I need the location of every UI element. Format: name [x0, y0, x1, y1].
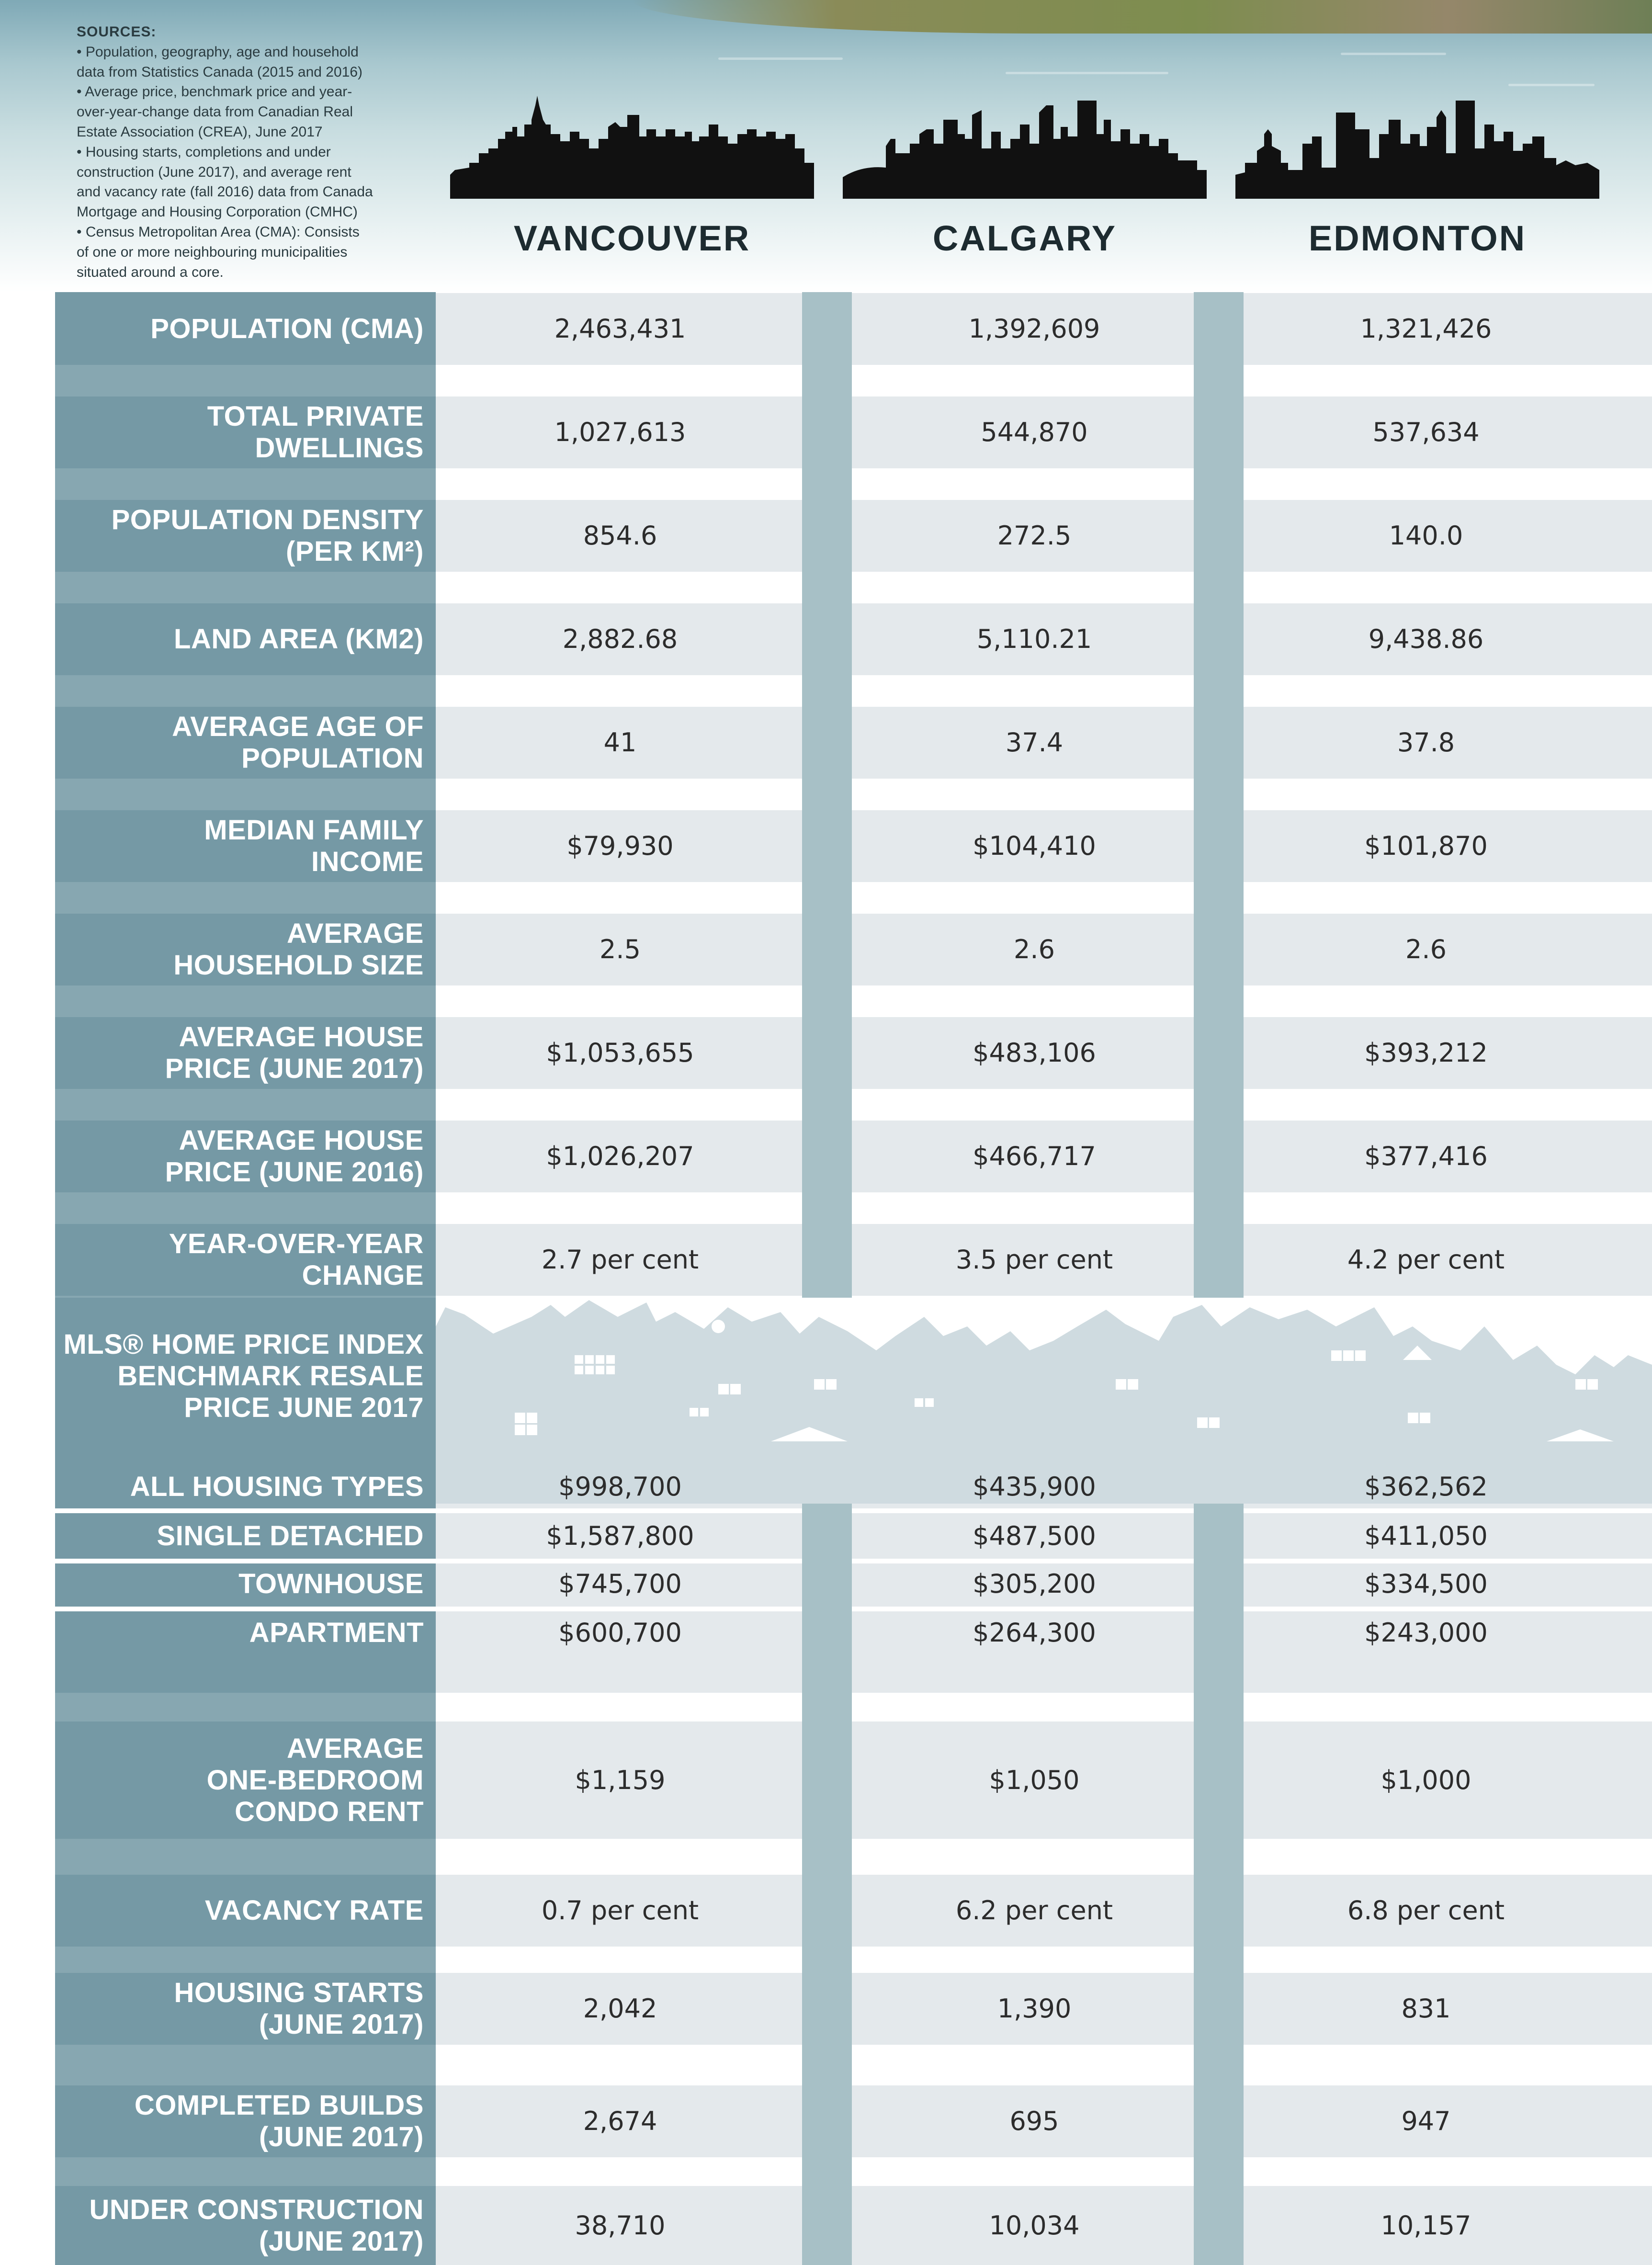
value-cell-vancouver: 854.6 [583, 521, 657, 551]
city-header-calgary: CALGARY [932, 218, 1117, 258]
value-cell-edmonton: 9,438.86 [1368, 624, 1484, 654]
row-label-line: INCOME [311, 846, 424, 877]
row-label: ALL HOUSING TYPES [130, 1471, 424, 1502]
row-gap [436, 1089, 1652, 1121]
value-cell-edmonton: 947 [1401, 2106, 1451, 2136]
value-cell-vancouver: $79,930 [566, 831, 674, 861]
row-gap [436, 1693, 1652, 1721]
value-cell-edmonton: 831 [1401, 1993, 1451, 2024]
label-gap [55, 985, 436, 1017]
value-cell-vancouver: $1,026,207 [546, 1141, 694, 1171]
value-cell-calgary: 5,110.21 [976, 624, 1092, 654]
value-cell-vancouver: 2,882.68 [562, 624, 678, 654]
value-cell-edmonton: $334,500 [1364, 1569, 1488, 1599]
city-header-edmonton: EDMONTON [1308, 218, 1527, 258]
label-gap [55, 572, 436, 603]
row-label-line: LAND AREA (KM2) [174, 623, 424, 655]
sources-line: of one or more neighbouring municipalities [77, 244, 348, 260]
value-cell-vancouver: 0.7 per cent [541, 1895, 699, 1925]
row-gap [436, 985, 1652, 1017]
value-cell-vancouver: $1,053,655 [546, 1038, 694, 1068]
column-separator [1194, 292, 1244, 2265]
row-divider [55, 1508, 1652, 1513]
row-label [55, 504, 424, 567]
value-cell-vancouver: 38,710 [575, 2210, 666, 2241]
value-cell-edmonton: $377,416 [1364, 1141, 1488, 1171]
value-cell-calgary: 10,034 [989, 2210, 1080, 2241]
label-gap [55, 468, 436, 500]
row-label [55, 918, 424, 981]
row-label-line: POPULATION DENSITY [111, 504, 424, 535]
row-label-line: (PER KM²) [285, 536, 424, 567]
value-cell-calgary: $1,050 [989, 1765, 1080, 1795]
row-label-line: POPULATION [241, 743, 424, 774]
value-cell-edmonton: 6.8 per cent [1347, 1895, 1505, 1925]
value-cell-edmonton: 140.0 [1389, 521, 1463, 551]
value-cell-edmonton: $393,212 [1364, 1038, 1488, 1068]
sources-line: over-year-change data from Canadian Real [77, 104, 353, 120]
row-label [55, 401, 424, 464]
value-cell-vancouver: 1,027,613 [554, 417, 686, 447]
value-cell-calgary: 37.4 [1005, 727, 1064, 758]
value-cell-edmonton: $411,050 [1364, 1521, 1488, 1551]
value-cell-edmonton: 37.8 [1397, 727, 1455, 758]
value-cell-edmonton: $243,000 [1364, 1618, 1488, 1648]
value-cell-vancouver: 2,674 [583, 2106, 657, 2136]
mls-heading-line: BENCHMARK RESALE [117, 1360, 424, 1392]
sources-line: • Population, geography, age and household [77, 44, 359, 60]
row-divider [55, 1607, 1652, 1611]
city-header-vancouver: VANCOUVER [513, 218, 751, 258]
value-cell-edmonton: $101,870 [1364, 831, 1488, 861]
row-label-line: HOUSEHOLD SIZE [173, 950, 424, 981]
sources-line: construction (June 2017), and average rent [77, 164, 351, 180]
row-label [55, 1977, 424, 2040]
value-cell-vancouver: $1,159 [575, 1765, 666, 1795]
row-gap [436, 1947, 1652, 1973]
row-label [55, 1733, 424, 1828]
row-label-line: POPULATION (CMA) [150, 313, 424, 344]
row-gap [436, 572, 1652, 603]
label-gap [55, 1693, 436, 1721]
row-label: SINGLE DETACHED [157, 1520, 424, 1552]
row-label-line: AVERAGE [286, 1733, 424, 1764]
row-gap [436, 1192, 1652, 1224]
row-label-line: (JUNE 2017) [259, 2225, 424, 2257]
value-cell-calgary: $483,106 [973, 1038, 1096, 1068]
value-cell-calgary: $435,900 [973, 1472, 1096, 1502]
sources-line: • Housing starts, completions and under [77, 144, 331, 160]
row-label-line: PRICE (JUNE 2017) [165, 1053, 424, 1084]
value-cell-calgary: 1,390 [997, 1993, 1072, 2024]
label-gap [55, 882, 436, 914]
row-label: TOWNHOUSE [238, 1568, 424, 1599]
value-cell-calgary: 272.5 [997, 521, 1072, 551]
row-label [55, 1228, 424, 1291]
label-gap [55, 675, 436, 707]
row-gap [436, 779, 1652, 810]
label-gap [55, 365, 436, 396]
row-label-line: AVERAGE AGE OF [172, 711, 424, 742]
value-cell-vancouver: 2,042 [583, 1993, 657, 2024]
row-label [55, 815, 424, 878]
value-cell-vancouver: $600,700 [558, 1618, 682, 1648]
label-gap [55, 1839, 436, 1875]
row-label-line: (JUNE 2017) [259, 2121, 424, 2152]
row-label [55, 711, 424, 774]
row-label-line: DWELLINGS [255, 432, 424, 464]
row-label-line: AVERAGE HOUSE [179, 1021, 424, 1053]
value-cell-calgary: $305,200 [973, 1569, 1096, 1599]
sources-line: Mortgage and Housing Corporation (CMHC) [77, 204, 358, 220]
row-label-line: CHANGE [302, 1260, 424, 1291]
mls-heading [55, 1329, 424, 1424]
sources-line: Estate Association (CREA), June 2017 [77, 124, 323, 140]
row-label-line: HOUSING STARTS [174, 1977, 424, 2008]
row-gap [436, 365, 1652, 396]
value-cell-edmonton: $362,562 [1364, 1472, 1488, 1502]
row-label-line: YEAR-OVER-YEAR [169, 1228, 424, 1259]
sources-title: SOURCES: [77, 24, 157, 40]
value-cell-edmonton: $1,000 [1380, 1765, 1471, 1795]
value-cell-edmonton: 2.6 [1405, 934, 1447, 964]
sources-line: and vacancy rate (fall 2016) data from Canada [77, 184, 373, 200]
value-cell-calgary: $487,500 [973, 1521, 1096, 1551]
row-gap [436, 468, 1652, 500]
row-gap [436, 2157, 1652, 2186]
row-label-line: TOTAL PRIVATE [207, 401, 424, 432]
value-cell-calgary: $104,410 [973, 831, 1096, 861]
row-gap [436, 882, 1652, 914]
row-label-line: PRICE (JUNE 2016) [165, 1156, 424, 1188]
row-label: APARTMENT [249, 1617, 424, 1648]
value-cell-calgary: $466,717 [973, 1141, 1096, 1171]
value-cell-edmonton: 10,157 [1380, 2210, 1471, 2241]
row-label-line: ONE-BEDROOM [206, 1764, 424, 1796]
sources-line: data from Statistics Canada (2015 and 2016) [77, 64, 363, 80]
row-label [55, 2194, 424, 2257]
row-label-line: CONDO RENT [235, 1796, 424, 1827]
row-gap [436, 675, 1652, 707]
row-label-line: VACANCY RATE [204, 1895, 424, 1926]
row-label [55, 1895, 424, 1926]
row-label-line: COMPLETED BUILDS [134, 2090, 424, 2121]
value-cell-vancouver: 2.5 [600, 934, 641, 964]
row-gap [436, 2045, 1652, 2085]
row-gap [436, 1839, 1652, 1875]
row-label [55, 1021, 424, 1085]
row-label-line: AVERAGE HOUSE [179, 1125, 424, 1156]
label-gap [55, 1089, 436, 1121]
row-label [55, 1125, 424, 1188]
value-cell-calgary: 6.2 per cent [955, 1895, 1113, 1925]
row-label-line: AVERAGE [286, 918, 424, 949]
value-cell-calgary: 544,870 [981, 417, 1088, 447]
row-label [55, 623, 424, 655]
label-gap [55, 1947, 436, 1973]
label-gap [55, 2157, 436, 2186]
label-gap [55, 1296, 436, 1298]
value-cell-vancouver: $998,700 [558, 1472, 682, 1502]
value-cell-calgary: $264,300 [973, 1618, 1096, 1648]
label-gap [55, 1192, 436, 1224]
mls-heading-line: PRICE JUNE 2017 [184, 1392, 424, 1423]
value-cell-vancouver: 2,463,431 [554, 314, 686, 344]
value-cell-vancouver: $1,587,800 [546, 1521, 694, 1551]
value-cell-edmonton: 537,634 [1372, 417, 1480, 447]
row-label-line: MEDIAN FAMILY [204, 815, 424, 846]
row-label-line: UNDER CONSTRUCTION [89, 2194, 424, 2225]
value-cell-calgary: 3.5 per cent [955, 1245, 1113, 1275]
row-label [55, 313, 424, 345]
label-gap [55, 2045, 436, 2085]
value-cell-edmonton: 4.2 per cent [1347, 1245, 1505, 1275]
row-divider [55, 1559, 1652, 1563]
sources-line: • Average price, benchmark price and year- [77, 84, 352, 100]
sources-line: situated around a core. [77, 264, 224, 280]
row-label [55, 2090, 424, 2153]
label-gap [55, 779, 436, 810]
value-cell-vancouver: 2.7 per cent [541, 1245, 699, 1275]
value-cell-vancouver: $745,700 [558, 1569, 682, 1599]
value-cell-edmonton: 1,321,426 [1360, 314, 1492, 344]
value-cell-calgary: 2.6 [1014, 934, 1055, 964]
sources-line: • Census Metropolitan Area (CMA): Consists [77, 224, 360, 240]
value-cell-calgary: 1,392,609 [968, 314, 1100, 344]
row-label-line: (JUNE 2017) [259, 2009, 424, 2040]
value-cell-calgary: 695 [1009, 2106, 1059, 2136]
column-separator [802, 292, 852, 2265]
mls-heading-line: MLS® HOME PRICE INDEX [63, 1329, 424, 1360]
value-cell-vancouver: 41 [603, 727, 637, 758]
